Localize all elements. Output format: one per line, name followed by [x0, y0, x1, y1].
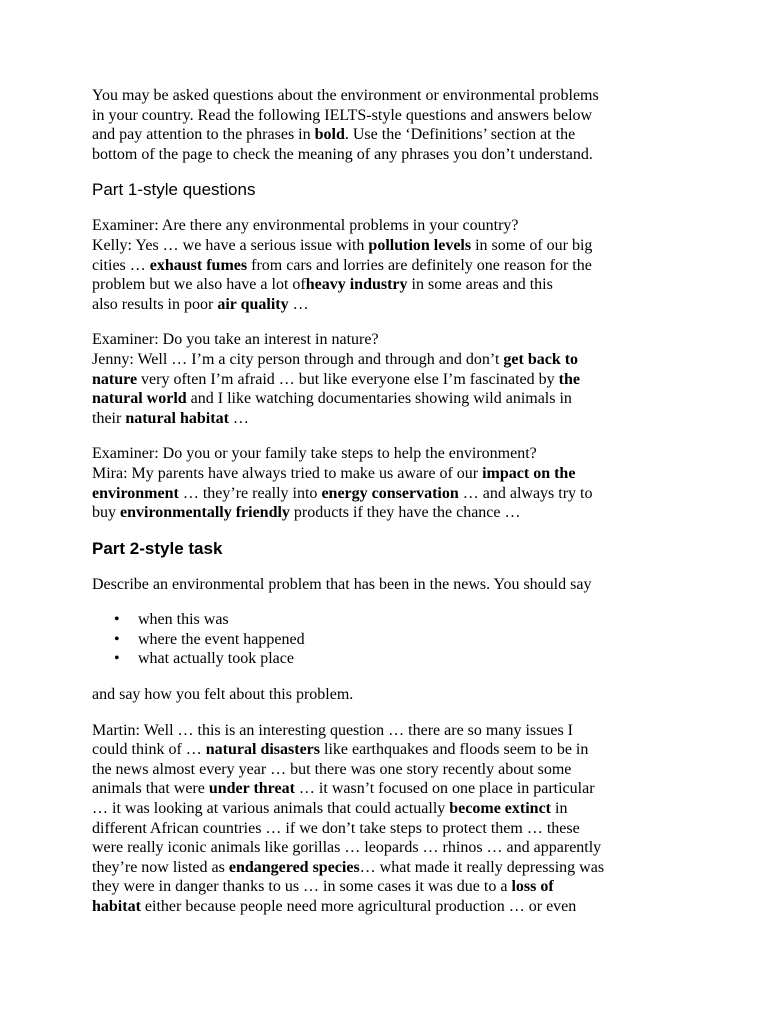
text-line: natural world and I like watching documentaries showing wild animals in: [92, 390, 572, 408]
text-line: buy environmentally friendly products if they have the chance …: [92, 504, 521, 522]
bold-phrase: bold: [314, 126, 345, 144]
bold-phrase: heavy industry: [305, 276, 408, 294]
part1-qa-kelly: [92, 216, 692, 314]
part2-heading: Part 2-style task: [92, 538, 223, 558]
text-line: animals that were under threat … it wasn’t focused on one place in particular: [92, 780, 595, 798]
bold-phrase: endangered species: [228, 858, 360, 876]
text-line: also results in poor air quality …: [92, 295, 309, 313]
part1-qa-jenny: [92, 330, 692, 428]
bold-phrase: under threat: [208, 780, 295, 798]
part2-prompt: Describe an environmental problem that has been in the news. You should say: [92, 575, 592, 593]
bold-phrase: exhaust fumes: [149, 256, 248, 274]
text-line: in your country. Read the following IELTS-style questions and answers below: [92, 106, 593, 124]
text-line: problem but we also have a lot ofheavy industry in some areas and this: [92, 276, 553, 294]
text-line: Examiner: Do you or your family take steps to help the environment?: [92, 445, 537, 463]
intro-paragraph: [92, 86, 692, 164]
part1-heading: Part 1-style questions: [92, 180, 256, 200]
text-line: You may be asked questions about the environment or environmental problems: [92, 87, 599, 104]
text-line: Martin: Well … this is an interesting question … there are so many issues I: [92, 721, 573, 739]
bold-phrase: habitat: [92, 898, 141, 915]
text-line: Mira: My parents have always tried to make us aware of our impact on the: [92, 464, 576, 482]
text-line: habitat either because people need more agricultural production … or even: [92, 898, 577, 915]
text-line: Examiner: Are there any environmental problems in your country?: [92, 217, 519, 235]
text-line: the news almost every year … but there was one story recently about some: [92, 760, 572, 778]
part2-bullet-list: [92, 610, 692, 669]
bullet-item: • when this was: [138, 610, 692, 630]
bold-phrase: environment: [92, 484, 179, 502]
text-line: … it was looking at various animals that could actually become extinct in: [92, 800, 568, 818]
bold-phrase: air quality: [217, 295, 289, 313]
bold-phrase: environmentally friendly: [120, 504, 290, 522]
bold-phrase: nature: [92, 370, 138, 388]
part2-answer-martin: [92, 721, 692, 917]
bold-phrase: become extinct: [449, 800, 551, 818]
text-line: different African countries … if we don’t take steps to protect them … these: [92, 819, 580, 837]
bullet-item: • where the event happened: [138, 630, 692, 650]
text-line: and pay attention to the phrases in bold. Use the ‘Definitions’ section at the: [92, 126, 576, 144]
text-line: could think of … natural disasters like earthquakes and floods seem to be in: [92, 741, 589, 759]
text-line: Jenny: Well … I’m a city person through and through and don’t get back to: [92, 350, 579, 368]
part2-closing: and say how you felt about this problem.: [92, 686, 354, 704]
bold-phrase: natural disasters: [205, 741, 320, 759]
bullet-item: • what actually took place: [138, 649, 692, 669]
bold-phrase: natural habitat: [125, 409, 229, 427]
bold-phrase: pollution levels: [368, 236, 472, 254]
text-line: they were in danger thanks to us … in some cases it was due to a loss of: [92, 878, 554, 896]
text-line: nature very often I’m afraid … but like everyone else I’m fascinated by the: [92, 370, 580, 388]
text-line: environment … they’re really into energy conservation … and always try to: [92, 484, 593, 502]
text-line: they’re now listed as endangered species… what made it really depressing was: [92, 858, 605, 876]
text-line: their natural habitat …: [92, 409, 249, 427]
text-line: Kelly: Yes … we have a serious issue with pollution levels in some of our big: [92, 236, 593, 254]
bold-phrase: natural world: [92, 390, 187, 408]
bold-phrase: loss of: [511, 878, 554, 896]
bold-phrase: get back to: [503, 350, 579, 368]
bold-phrase: impact on the: [482, 464, 576, 482]
text-line: Examiner: Do you take an interest in nature?: [92, 331, 379, 349]
text-line: bottom of the page to check the meaning of any phrases you don’t understand.: [92, 145, 593, 163]
bold-phrase: the: [558, 370, 580, 388]
text-line: were really iconic animals like gorillas … leopards … rhinos … and apparently: [92, 839, 602, 857]
part1-qa-mira: [92, 444, 692, 522]
bold-phrase: energy conservation: [321, 484, 459, 502]
text-line: cities … exhaust fumes from cars and lorries are definitely one reason for the: [92, 256, 592, 274]
document-page: [92, 86, 692, 917]
